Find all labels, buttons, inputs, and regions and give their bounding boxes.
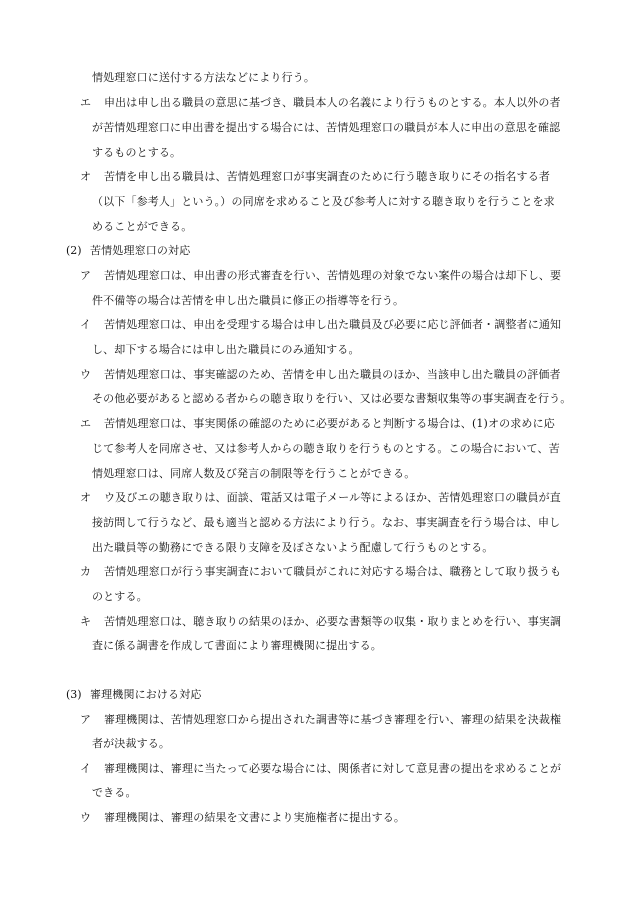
text-line: 査に係る調書を作成して書面により審理機関に提出する。 — [92, 639, 382, 652]
item-label: イ — [80, 762, 91, 775]
text-line: 苦情処理窓口は、申出書の形式審査を行い、苦情処理の対象でない案件の場合は却下し、要 — [104, 269, 562, 282]
text-line: 苦情処理窓口は、聴き取りの結果のほか、必要な書類等の収集・取りまとめを行い、事実調 — [104, 615, 562, 628]
text-line: 者が決裁する。 — [92, 737, 171, 750]
text-line: し、却下する場合には申し出た職員にのみ通知する。 — [92, 343, 360, 356]
item-label: オ — [80, 170, 91, 183]
text-line: 苦情処理窓口は、事実関係の確認のために必要があると判断する場合は、(1)オの求めに応 — [104, 417, 555, 430]
item-label: カ — [80, 565, 91, 578]
section-heading: 審理機関における対応 — [90, 688, 202, 701]
item-label: エ — [80, 96, 91, 109]
item-label: ア — [80, 269, 91, 282]
text-line: 申出は申し出る職員の意思に基づき、職員本人の名義により行うものとする。本人以外の者 — [104, 96, 561, 109]
text-line: 出た職員等の勤務にできる限り支障を及ぼさないよう配慮して行うものとする。 — [92, 541, 494, 554]
text-line: 審理機関は、審理の結果を文書により実施権者に提出する。 — [104, 811, 406, 824]
item-label: ア — [80, 713, 91, 726]
text-line: 件不備等の場合は苦情を申し出た職員に修正の指導等を行う。 — [92, 294, 405, 307]
item-label: エ — [80, 417, 91, 430]
text-line: その他必要があると認める者からの聴き取りを行い、又は必要な書類収集等の事実調査を行う。 — [92, 392, 572, 405]
text-line: できる。 — [92, 786, 137, 799]
text-line: 審理機関は、審理に当たって必要な場合には、関係者に対して意見書の提出を求めることが — [104, 762, 562, 775]
text-line: 情処理窓口は、同席人数及び発言の制限等を行うことができる。 — [92, 467, 416, 480]
item-label: イ — [80, 318, 91, 331]
text-line: じて参考人を同席させ、又は参考人からの聴き取りを行うものとする。この場合において、苦 — [92, 442, 560, 455]
text-line: 苦情を申し出る職員は、苦情処理窓口が事実調査のために行う聴き取りにその指名する者 — [104, 170, 550, 183]
text-line: めることができる。 — [92, 220, 193, 233]
section-heading: 苦情処理窓口の対応 — [90, 244, 191, 257]
text-line: 苦情処理窓口は、事実確認のため、苦情を申し出た職員のほか、当該申し出た職員の評価者 — [104, 368, 561, 381]
text-line: 接訪問して行うなど、最も適当と認める方法により行う。なお、事実調査を行う場合は、申し — [92, 516, 561, 529]
text-line: 審理機関は、苦情処理窓口から提出された調書等に基づき審理を行い、審理の結果を決裁権 — [104, 713, 562, 726]
text-line: ウ及びエの聴き取りは、面談、電話又は電子メール等によるほか、苦情処理窓口の職員が直 — [104, 491, 561, 504]
item-label: キ — [80, 615, 91, 628]
text-line: 苦情処理窓口は、申出を受理する場合は申し出た職員及び必要に応じ評価者・調整者に通知 — [104, 318, 562, 331]
text-line: 情処理窓口に送付する方法などにより行う。 — [92, 71, 315, 84]
text-line: のとする。 — [92, 590, 148, 603]
item-label: オ — [80, 491, 91, 504]
item-label: ウ — [80, 811, 91, 824]
text-line: するものとする。 — [92, 146, 182, 159]
text-line: 苦情処理窓口が行う事実調査において職員がこれに対応する場合は、職務として取り扱うも — [104, 565, 562, 578]
section-number: (2) — [66, 244, 82, 257]
section-number: (3) — [66, 688, 82, 701]
text-line: が苦情処理窓口に申出書を提出する場合には、苦情処理窓口の職員が本人に申出の意思を確認 — [92, 121, 561, 134]
text-line: （以下「参考人」という。）の同席を求めること及び参考人に対する聴き取りを行うことを求 — [92, 195, 555, 208]
item-label: ウ — [80, 368, 91, 381]
